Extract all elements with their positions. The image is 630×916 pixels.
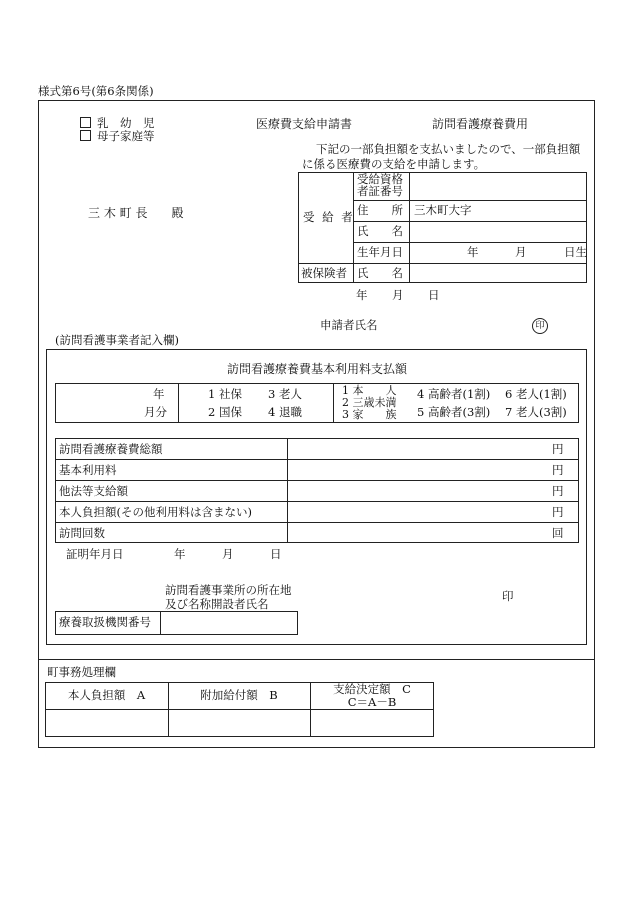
- month-portion-label: 月分: [144, 405, 167, 419]
- town-section-label: 町事務処理欄: [47, 665, 116, 679]
- provider-seal: 印: [502, 589, 514, 603]
- insured-label: 被保険者: [301, 266, 347, 280]
- insurance-option-3: 3 老人: [268, 387, 302, 401]
- col-c-header-line1: 支給決定額 C: [333, 682, 411, 696]
- checkbox-single-parent-row[interactable]: [80, 130, 155, 143]
- checkbox-infant-row[interactable]: [80, 117, 155, 130]
- checkbox-single-parent-label: 母子家庭等: [97, 129, 155, 143]
- applicant-name-label: 申請者氏名: [320, 318, 378, 332]
- cert-date-day: 日: [270, 547, 282, 561]
- checkbox-infant-label: 乳 幼 児: [97, 116, 155, 130]
- provider-address-line1: 訪問看護事業所の所在地: [165, 583, 292, 597]
- category-option-5: 5 高齢者(3割): [417, 405, 491, 419]
- month-portion-year: 年: [153, 387, 165, 401]
- application-date-day: 日: [428, 288, 440, 302]
- provider-section-title: 訪問看護療養費基本利用料支払額: [227, 362, 408, 376]
- amounts-row-unit: 円: [552, 442, 564, 456]
- category-option-4: 4 高齢者(1割): [417, 387, 491, 401]
- checkbox-single-parent[interactable]: [80, 130, 91, 141]
- facility-number-label: 療養取扱機関番号: [59, 615, 151, 629]
- statement-line-2: に係る医療費の支給を申請します。: [302, 157, 486, 171]
- col-b-header: 附加給付額 B: [200, 688, 278, 702]
- amounts-row-label: 他法等支給額: [59, 484, 128, 498]
- category-option-1: 1 本 人: [342, 384, 397, 397]
- amounts-row-unit: 円: [552, 484, 564, 498]
- birthdate-label: 生年月日: [357, 245, 403, 259]
- amounts-row-label: 本人負担額(その他利用料は含まない): [59, 505, 252, 519]
- category-option-3: 3 家 族: [342, 408, 397, 421]
- applicant-seal-icon: 印: [532, 318, 548, 334]
- category-option-7: 7 老人(3割): [505, 405, 567, 419]
- cert-date-label: 証明年月日: [66, 547, 124, 561]
- insurance-option-2: 2 国保: [208, 405, 242, 419]
- facility-number-field[interactable]: [162, 613, 296, 633]
- insurance-option-4: 4 退職: [268, 405, 302, 419]
- category-option-2: 2 三歳未満: [342, 396, 397, 409]
- amounts-row-unit: 回: [552, 526, 564, 540]
- application-date-year: 年: [356, 288, 368, 302]
- statement-line-1: 下記の一部負担額を支払いましたので、一部負担額: [316, 142, 581, 156]
- address-value[interactable]: 三木町大字: [414, 203, 472, 217]
- cert-label-line2: 者証番号: [357, 184, 403, 198]
- page-subtitle: 訪問看護療養費用: [432, 117, 529, 131]
- provider-address-line2: 及び名称開設者氏名: [165, 597, 269, 611]
- amounts-row-unit: 円: [552, 505, 564, 519]
- amounts-row-label: 訪問回数: [59, 526, 105, 540]
- col-c-header-line2: C＝A－B: [347, 695, 397, 709]
- checkbox-infant[interactable]: [80, 117, 91, 128]
- birth-year: 年: [467, 245, 479, 259]
- recipient-label: 受 給 者: [303, 210, 355, 224]
- cert-date-month: 月: [222, 547, 234, 561]
- name-label: 氏 名: [357, 224, 403, 238]
- birth-month: 月: [515, 245, 527, 259]
- application-date-month: 月: [392, 288, 404, 302]
- page-title: 医療費支給申請書: [256, 117, 353, 131]
- insurance-category-table: [55, 383, 579, 423]
- category-option-6: 6 老人(1割): [505, 387, 567, 401]
- provider-section-label: (訪問看護事業者記入欄): [55, 333, 179, 347]
- form-number: 様式第6号(第6条関係): [38, 84, 154, 98]
- insurance-option-1: 1 社保: [208, 387, 242, 401]
- amounts-row-unit: 円: [552, 463, 564, 477]
- address-label: 住 所: [357, 203, 403, 217]
- cert-label-line1: 受給資格: [357, 172, 403, 186]
- col-a-header: 本人負担額 A: [67, 688, 146, 702]
- cert-date-year: 年: [174, 547, 186, 561]
- birth-day: 日生: [564, 245, 587, 259]
- insured-name-label: 氏 名: [357, 266, 403, 280]
- amounts-row-label: 訪問看護療養費総額: [59, 442, 163, 456]
- amounts-row-label: 基本利用料: [59, 463, 117, 477]
- addressee: 三 木 町 長 殿: [88, 206, 184, 220]
